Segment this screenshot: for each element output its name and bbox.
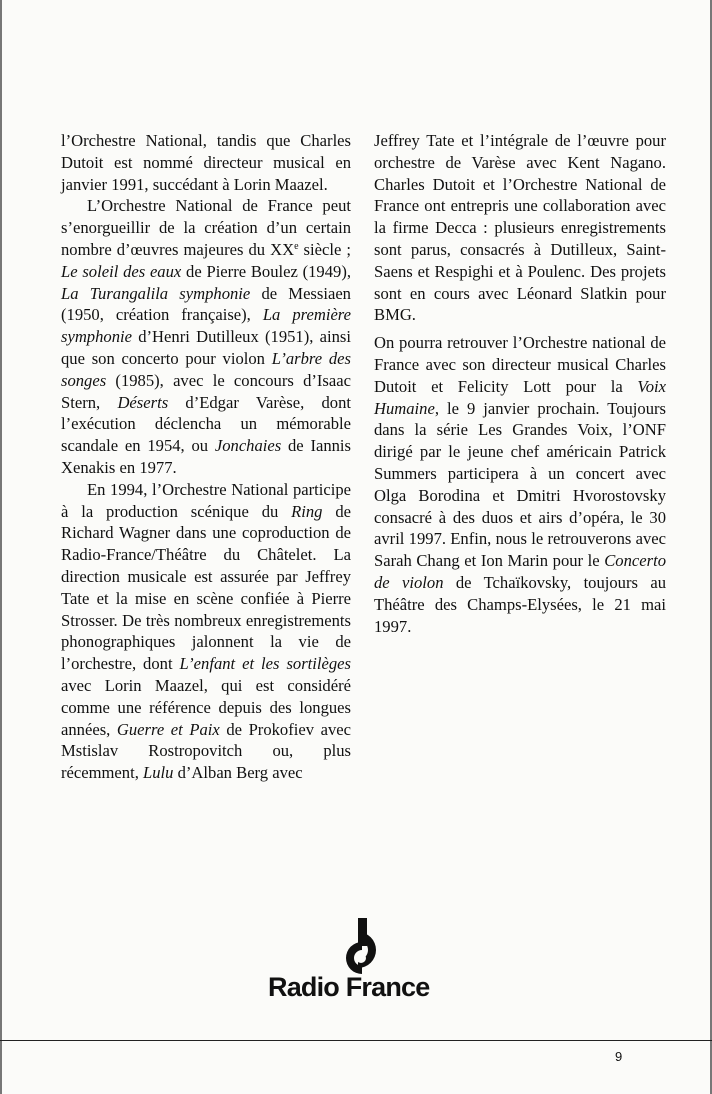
work-title: Concerto de violon [374, 551, 666, 592]
work-title: La première symphonie [61, 305, 352, 347]
left-paragraph-3: En 1994, l’Orchestre National participe à la production scénique du Ring de Richard Wagner dans une coproduction de Radio-France/Théâtre du Châtelet. La direction musicale est assurée par Jeffrey Tate et la mise en scène confiée à Pierre Strosser. De très nombreux enregistrements phonographiques jalonnent la vie de l’orchestre, dont L’enfant et les sortilèges avec Lorin Maazel, qui est considéré comme une référence depuis des longues années, Guerre et Paix de Prokofiev avec Mstislav Rostropovitch ou, plus récemment, Lulu d’Alban Berg avec [61, 479, 351, 783]
left-column [61, 130, 351, 784]
work-title: L’arbre des songes [61, 348, 352, 390]
left-paragraph-1: l’Orchestre National, tandis que Charles Dutoit est nommé directeur musical en janvier 1991, succédant à Lorin Maazel. [61, 131, 351, 194]
left-paragraph-2: L’Orchestre National de France peut s’enorgueillir de la création d’un certain nombre d’œuvres majeures du XXe siècle ; Le soleil des eaux de Pierre Boulez (1949), La Turangalila symphonie de Messiaen (1950, création française), La première symphonie d’Henri Dutilleux (1951), ainsi que son concerto pour violon L’arbre des songes (1985), avec le concours d’Isaac Stern, Déserts d’Edgar Varèse, dont l’exécution déclencha un mémorable scandale en 1954, ou Jonchaies de Iannis Xenakis en 1977. [61, 196, 352, 477]
work-title: Le soleil des eaux [61, 261, 182, 281]
right-paragraph-2: On pourra retrouver l’Orchestre national de France avec son directeur musical Charles Dutoit et Felicity Lott pour la Voix Humaine, le 9 janvier prochain. Toujours dans la série Les Grandes Voix, l’ONF dirigé par le jeune chef américain Patrick Summers participera à un concert avec Olga Borodina et Dmitri Hvorostovsky consacré à des duos et airs d’opéra, le 30 avril 1997. Enfin, nous le retrouverons avec Sarah Chang et Ion Marin pour le Concerto de violon de Tchaïkovsky, toujours au Théâtre des Champs-Elysées, le 21 mai 1997. [374, 333, 666, 636]
work-title: Ring [291, 501, 323, 521]
right-paragraph-1: Jeffrey Tate et l’intégrale de l’œuvre pour orchestre de Varèse avec Kent Nagano. Charles Dutoit et l’Orchestre National de France ont entrepris une collaboration avec la firme Decca : plusieurs enregistrements sont parus, consacrés à Dutilleux, Saint-Saens et Respighi et à Poulenc. Des projets sont en cours avec Léonard Slatkin pour BMG. [374, 131, 666, 325]
work-title: Guerre et Paix [116, 719, 220, 739]
work-title: L’enfant et les sortilèges [179, 654, 351, 674]
right-column [374, 130, 666, 637]
work-title: Lulu [143, 763, 174, 783]
radio-france-logo [262, 918, 472, 1010]
work-title: Voix Humaine [374, 376, 666, 418]
footer-rule [0, 1040, 712, 1041]
work-title: Déserts [117, 392, 169, 412]
radio-france-wordmark: Radio France [268, 972, 430, 1002]
work-title: Jonchaies [214, 436, 282, 456]
work-title: La Turangalila symphonie [61, 283, 251, 303]
scan-edge-left [0, 0, 2, 1094]
radio-france-mark-icon [332, 918, 394, 980]
page-number: 9 [615, 1049, 623, 1064]
